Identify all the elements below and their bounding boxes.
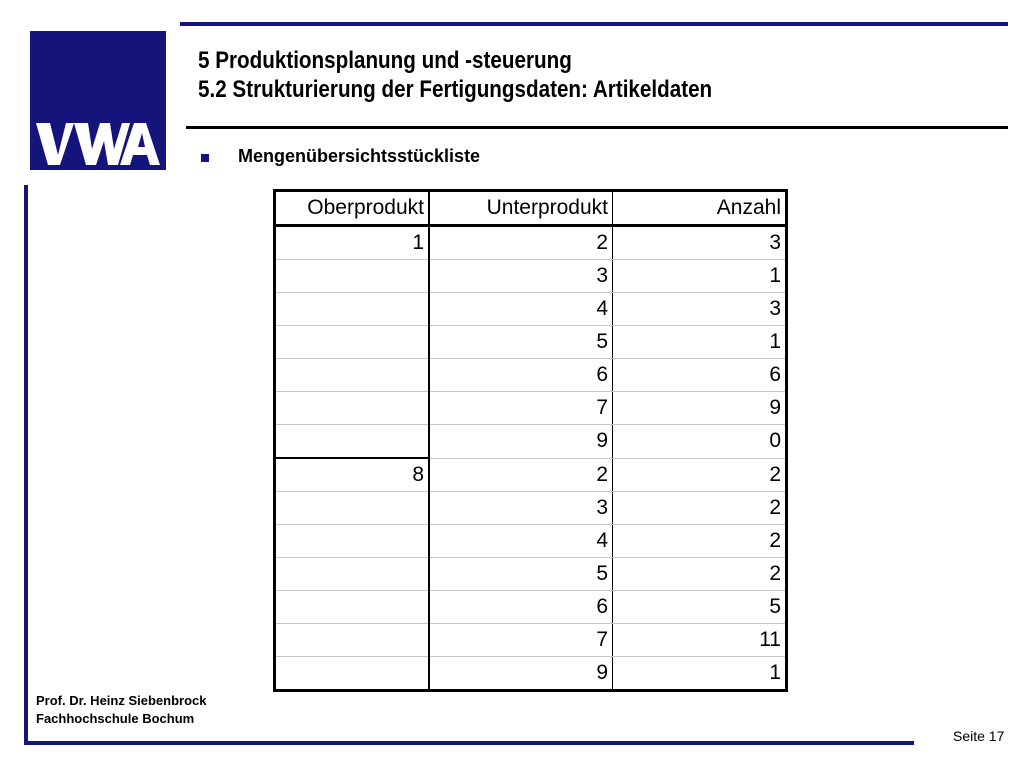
square-bullet-icon bbox=[201, 154, 209, 162]
table-row bbox=[275, 558, 787, 591]
cell-anzahl: 6 bbox=[613, 359, 787, 392]
cell-unterprodukt: 9 bbox=[429, 425, 613, 459]
cell-oberprodukt bbox=[275, 260, 430, 293]
bullet-label: Mengenübersichtsstückliste bbox=[238, 146, 481, 166]
cell-anzahl: 2 bbox=[613, 558, 787, 591]
cell-unterprodukt: 5 bbox=[429, 326, 613, 359]
author-name: Prof. Dr. Heinz Siebenbrock bbox=[36, 693, 207, 708]
section-title: 5.2 Strukturierung der Fertigungsdaten: Artikeldaten bbox=[198, 76, 713, 103]
vwa-logo-mark bbox=[30, 31, 166, 170]
table-row bbox=[275, 260, 787, 293]
cell-unterprodukt: 6 bbox=[429, 359, 613, 392]
cell-anzahl: 11 bbox=[613, 624, 787, 657]
cell-anzahl: 2 bbox=[613, 492, 787, 525]
cell-unterprodukt: 5 bbox=[429, 558, 613, 591]
title-underline bbox=[186, 126, 1008, 129]
cell-oberprodukt bbox=[275, 425, 430, 459]
table-row bbox=[275, 657, 787, 691]
cell-unterprodukt: 9 bbox=[429, 657, 613, 691]
cell-unterprodukt: 6 bbox=[429, 591, 613, 624]
cell-anzahl: 2 bbox=[613, 458, 787, 492]
table-row bbox=[275, 624, 787, 657]
cell-anzahl: 1 bbox=[613, 657, 787, 691]
left-accent-rule bbox=[24, 185, 28, 745]
top-accent-rule bbox=[180, 22, 1008, 26]
author-block bbox=[36, 692, 207, 728]
bottom-accent-rule bbox=[24, 741, 914, 745]
table-header-row bbox=[275, 191, 787, 226]
cell-anzahl: 0 bbox=[613, 425, 787, 459]
cell-unterprodukt: 3 bbox=[429, 492, 613, 525]
cell-oberprodukt: 1 bbox=[275, 226, 430, 260]
table-row bbox=[275, 392, 787, 425]
cell-oberprodukt bbox=[275, 293, 430, 326]
table-row bbox=[275, 425, 787, 459]
institution-name: Fachhochschule Bochum bbox=[36, 711, 195, 726]
cell-unterprodukt: 4 bbox=[429, 293, 613, 326]
header-oberprodukt: Oberprodukt bbox=[275, 191, 430, 226]
cell-anzahl: 3 bbox=[613, 226, 787, 260]
cell-unterprodukt: 7 bbox=[429, 392, 613, 425]
cell-oberprodukt bbox=[275, 525, 430, 558]
cell-anzahl: 1 bbox=[613, 326, 787, 359]
cell-anzahl: 1 bbox=[613, 260, 787, 293]
cell-unterprodukt: 4 bbox=[429, 525, 613, 558]
table-row bbox=[275, 591, 787, 624]
table-row bbox=[275, 226, 787, 260]
cell-unterprodukt: 2 bbox=[429, 458, 613, 492]
cell-unterprodukt: 2 bbox=[429, 226, 613, 260]
cell-oberprodukt: 8 bbox=[275, 458, 430, 492]
table-row bbox=[275, 492, 787, 525]
slide-title bbox=[198, 46, 796, 104]
table-row bbox=[275, 359, 787, 392]
cell-oberprodukt bbox=[275, 326, 430, 359]
header-unterprodukt: Unterprodukt bbox=[429, 191, 613, 226]
cell-oberprodukt bbox=[275, 359, 430, 392]
table-row bbox=[275, 525, 787, 558]
vwa-logo bbox=[30, 31, 166, 170]
cell-oberprodukt bbox=[275, 624, 430, 657]
page-number: Seite 17 bbox=[953, 728, 1005, 744]
bom-table bbox=[273, 189, 788, 692]
header-anzahl: Anzahl bbox=[613, 191, 787, 226]
cell-anzahl: 2 bbox=[613, 525, 787, 558]
cell-anzahl: 9 bbox=[613, 392, 787, 425]
cell-oberprodukt bbox=[275, 392, 430, 425]
cell-anzahl: 5 bbox=[613, 591, 787, 624]
cell-oberprodukt bbox=[275, 591, 430, 624]
chapter-title: 5 Produktionsplanung und -steuerung bbox=[198, 47, 572, 74]
table-row bbox=[275, 458, 787, 492]
cell-oberprodukt bbox=[275, 657, 430, 691]
table-row bbox=[275, 293, 787, 326]
cell-unterprodukt: 7 bbox=[429, 624, 613, 657]
cell-unterprodukt: 3 bbox=[429, 260, 613, 293]
cell-oberprodukt bbox=[275, 492, 430, 525]
table-row bbox=[275, 326, 787, 359]
cell-anzahl: 3 bbox=[613, 293, 787, 326]
cell-oberprodukt bbox=[275, 558, 430, 591]
